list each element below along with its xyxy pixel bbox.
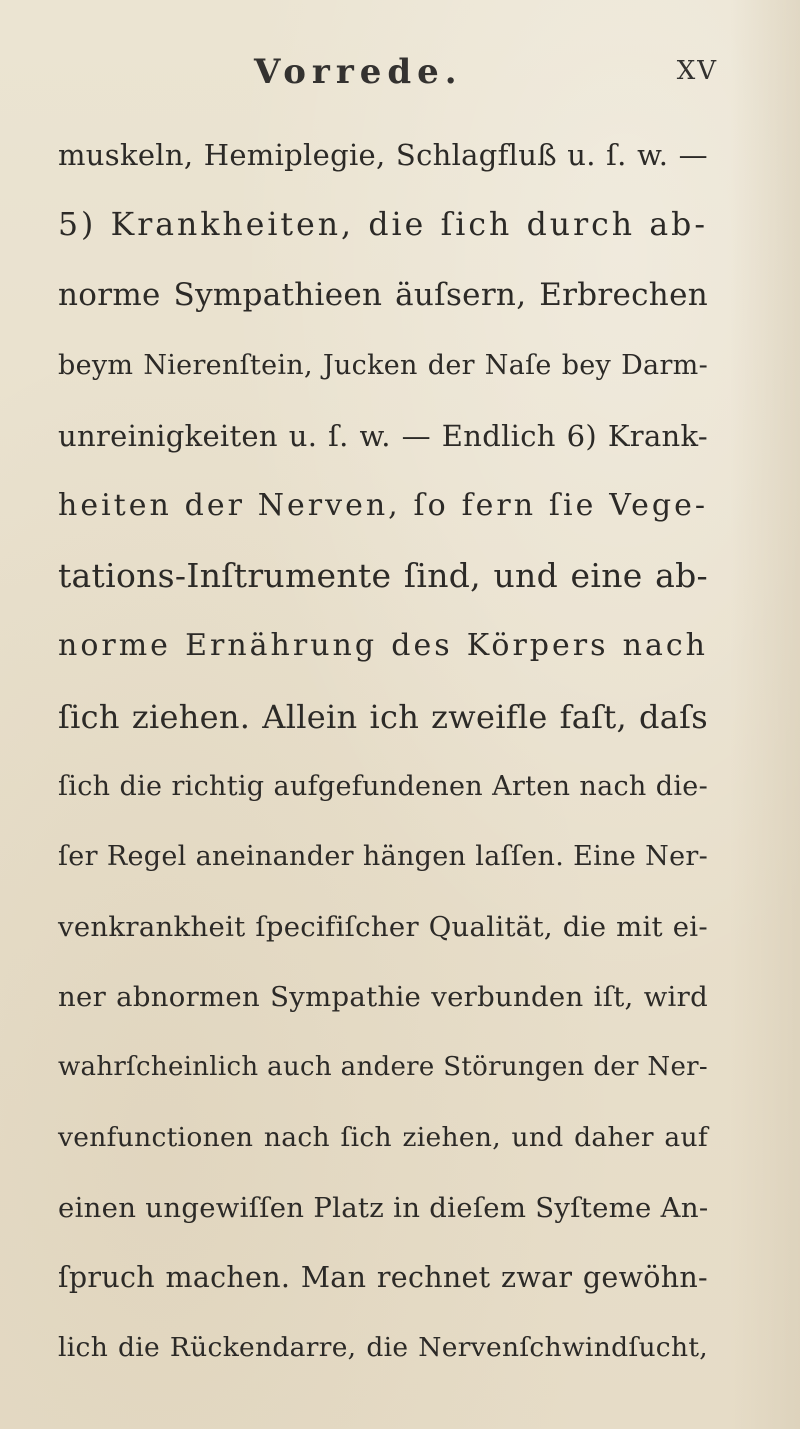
text-line: wahrſcheinlich auch andere Störungen der Ner-	[58, 1052, 708, 1083]
text-line: norme Ernährung des Körpers nach	[58, 628, 708, 664]
text-line: venkrankheit ſpecifiſcher Qualität, die mit ei-	[58, 911, 708, 944]
text-line: muskeln, Hemiplegie, Schlagfluß u. ſ. w. —	[58, 138, 708, 172]
page-edge	[730, 0, 800, 1429]
text-line: ſich ziehen. Allein ich zweifle faſt, daſs	[58, 697, 708, 736]
text-line: lich die Rückendarre, die Nervenſchwindſucht,	[58, 1332, 708, 1364]
text-line: beym Nierenſtein, Jucken der Naſe bey Darm-	[58, 349, 708, 381]
text-line: ſpruch machen. Man rechnet zwar gewöhn-	[58, 1261, 708, 1294]
text-line: ſer Regel aneinander hängen laſſen. Eine Ner-	[58, 840, 708, 872]
running-header	[58, 52, 718, 102]
text-line: heiten der Nerven, ſo fern ſie Vege-	[58, 487, 708, 523]
text-line: ſich die richtig aufgefundenen Arten nach die-	[58, 770, 708, 802]
text-line: einen ungewiſſen Platz in dieſem Syſteme An-	[58, 1191, 709, 1224]
page-number: XV	[676, 56, 718, 86]
text-line: ner abnormen Sympathie verbunden iſt, wird	[58, 981, 708, 1014]
header-title: Vorrede.	[254, 52, 463, 92]
text-line: unreinigkeiten u. ſ. w. — Endlich 6) Krank-	[58, 418, 708, 453]
text-line: tations-Inſtrumente ſind, und eine ab-	[58, 556, 708, 596]
text-line: venfunctionen nach ſich ziehen, und daher auf	[58, 1121, 708, 1153]
text-line: norme Sympathieen äuſsern, Erbrechen	[58, 277, 708, 314]
text-line: 5) Krankheiten, die ſich durch ab-	[58, 207, 708, 244]
body-text	[58, 120, 708, 1383]
